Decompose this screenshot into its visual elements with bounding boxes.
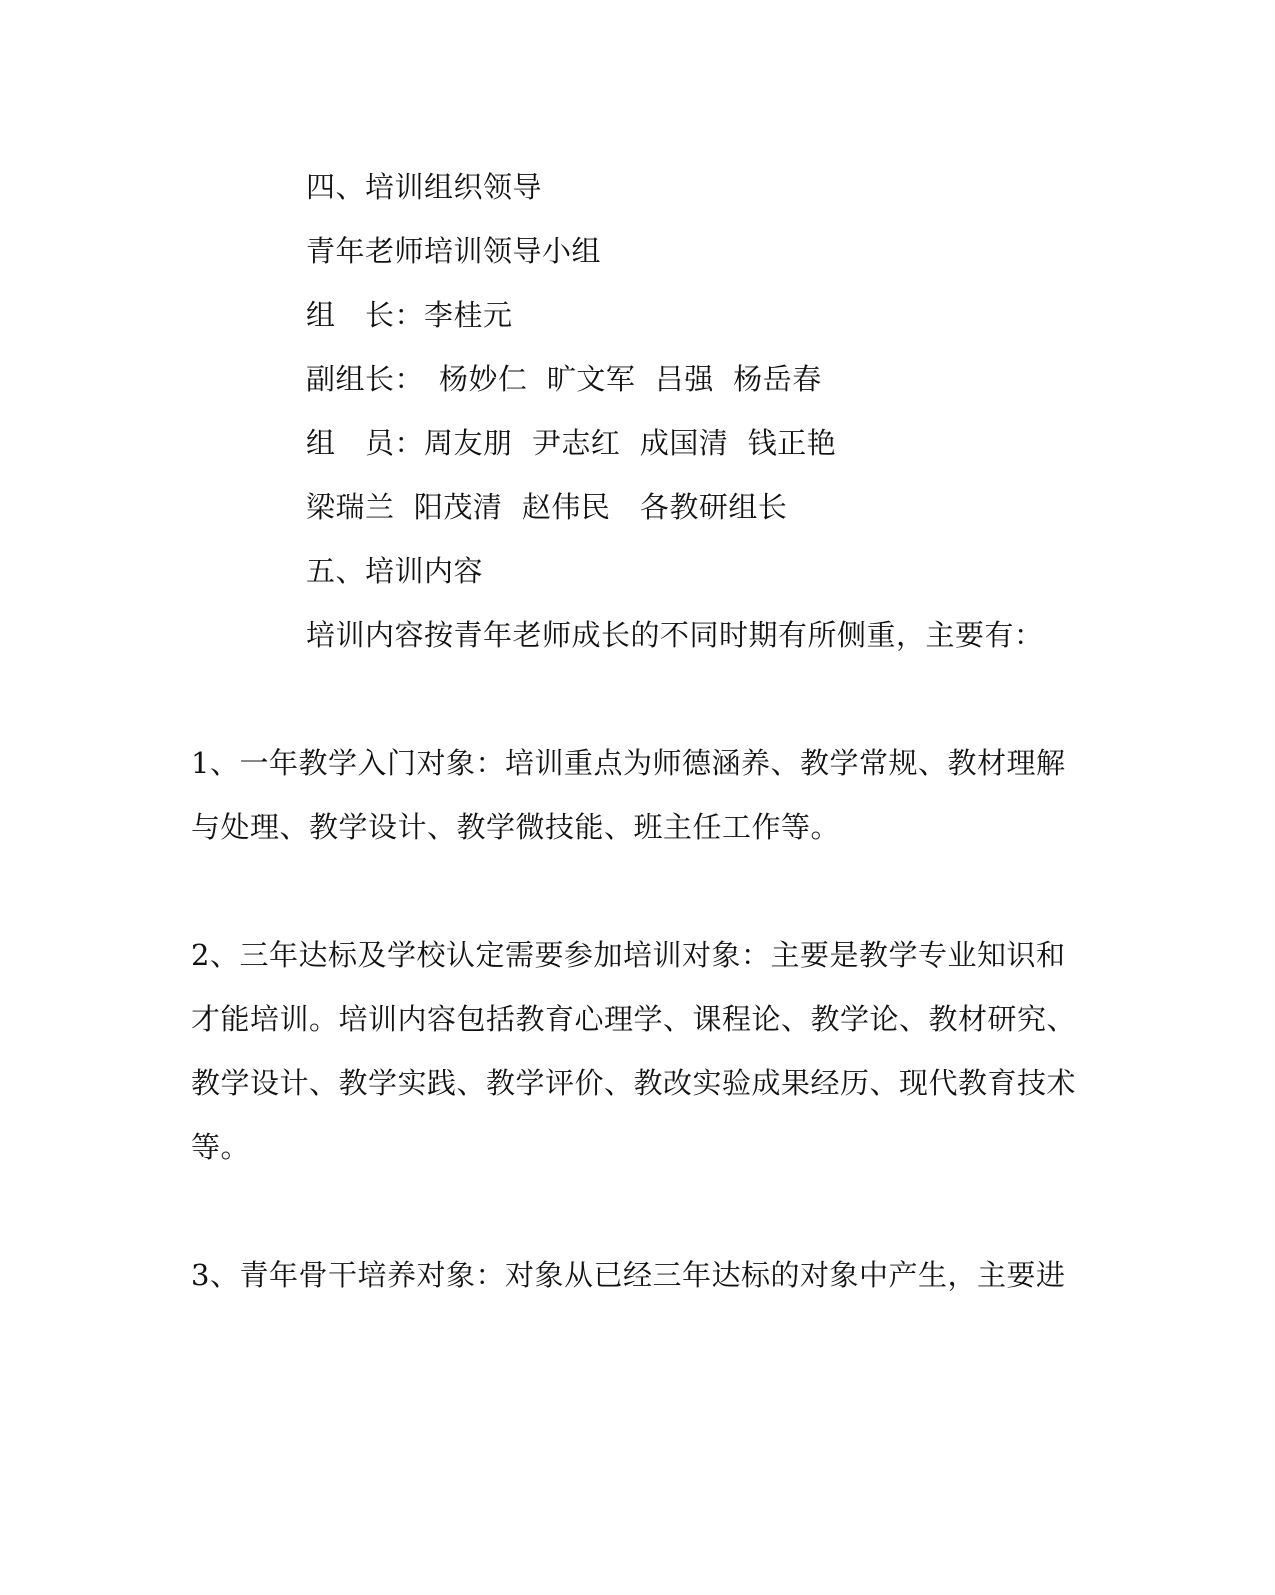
members-line: 组 员：周友朋 尹志红 成国清 钱正艳 — [306, 426, 837, 460]
section-heading-organization: 四、培训组织领导 — [306, 170, 543, 204]
section-heading-content: 五、培训内容 — [306, 554, 484, 588]
item-2-line-3: 教学设计、教学实践、教学评价、教改实验成果经历、现代教育技术 — [191, 1066, 1077, 1100]
group-title: 青年老师培训领导小组 — [306, 234, 602, 268]
content-intro: 培训内容按青年老师成长的不同时期有所侧重，主要有： — [306, 618, 1044, 652]
item-1-line-1: 1、一年教学入门对象：培训重点为师德涵养、教学常规、教材理解 — [191, 746, 1066, 780]
item-2-line-1: 2、三年达标及学校认定需要参加培训对象：主要是教学专业知识和 — [191, 938, 1066, 972]
item-2-line-4: 等。 — [191, 1130, 251, 1164]
group-leader-line: 组 长：李桂元 — [306, 298, 513, 332]
item-1-line-2: 与处理、教学设计、教学微技能、班主任工作等。 — [191, 810, 841, 844]
item-3-line-1: 3、青年骨干培养对象：对象从已经三年达标的对象中产生，主要进 — [191, 1258, 1066, 1292]
item-2-line-2: 才能培训。培训内容包括教育心理学、课程论、教学论、教材研究、 — [191, 1002, 1077, 1036]
deputy-leaders-line: 副组长： 杨妙仁 旷文军 吕强 杨岳春 — [306, 362, 822, 396]
members-line-continued: 梁瑞兰 阳茂清 赵伟民 各教研组长 — [306, 490, 788, 524]
